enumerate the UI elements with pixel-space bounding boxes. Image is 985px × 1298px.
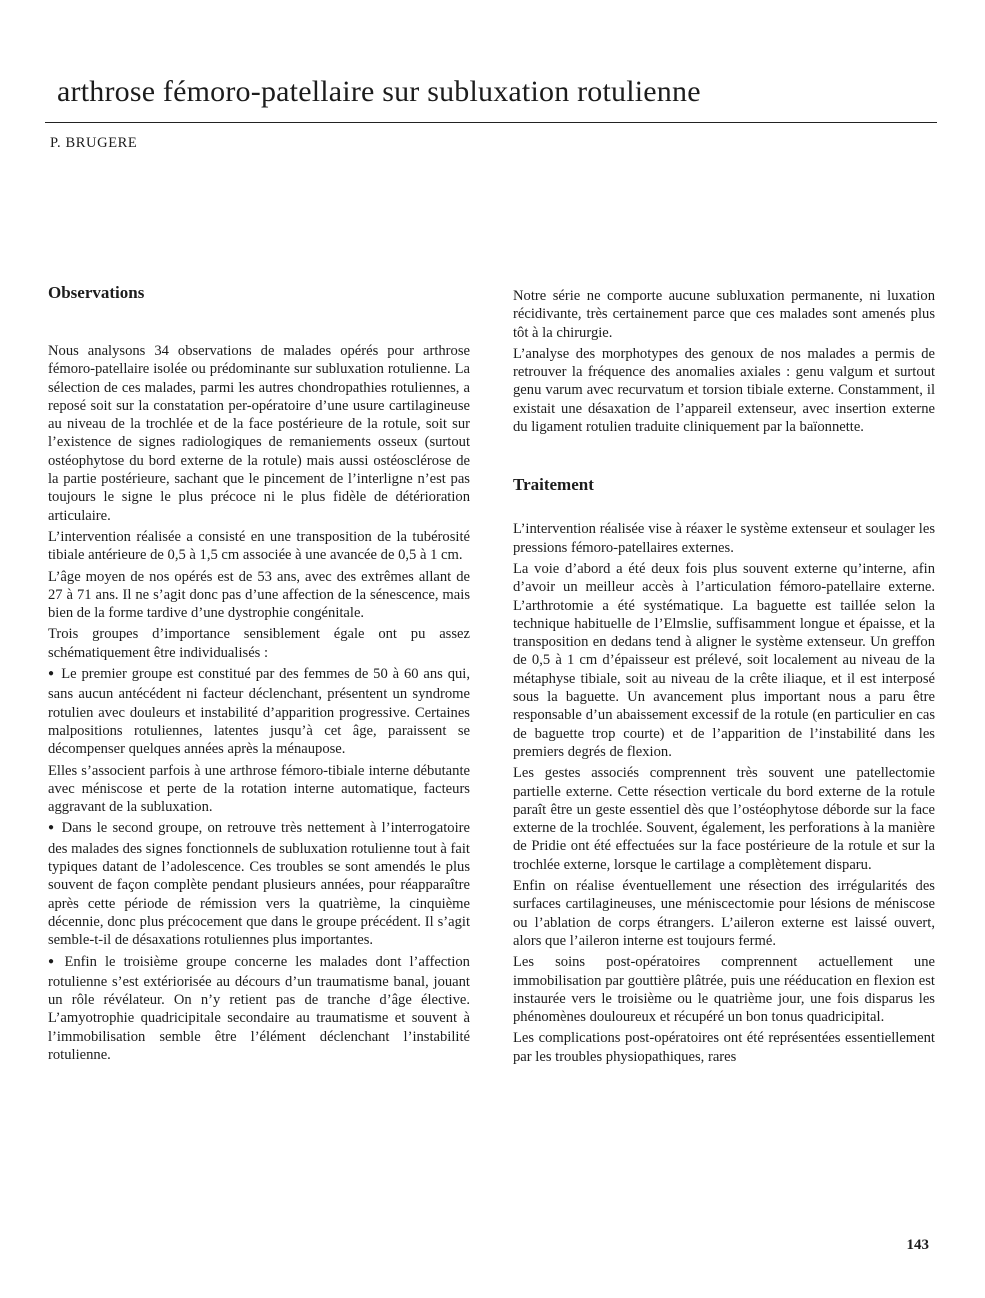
paragraph: Les soins post-opératoires comprennent actuellement une immobilisation par gouttière plâtrée, puis une rééducation en flexion est instaurée vers le troisième ou le quatrième jour, une fois disparus les phénomènes douloureux et récupéré un bon tonus quadricipital. [513,954,935,1026]
paragraph: L’âge moyen de nos opérés est de 53 ans, avec des extrêmes allant de 27 à 71 ans. Il ne s’agit donc pas d’une affection de la sénescence, mais bien de la forme tardive d’une dystrophie congénitale. [48,568,470,622]
paragraph: Trois groupes d’importance sensiblement égale ont pu assez schématiquement être individualisés : [48,626,470,661]
paragraph: L’intervention réalisée a consisté en une transposition de la tubérosité tibiale antérieure de 0,5 à 1,5 cm associée à une avancée de 0,5 à 1 cm. [48,528,470,564]
paragraph: Elles s’associent parfois à une arthrose fémoro-tibiale interne débutante avec méniscose et perte de la rotation interne automatique, facteurs aggravant de la subluxation. [48,762,470,816]
paragraph: Nous analysons 34 observations de malades opérés pour arthrose fémoro-patellaire isolée ou prédominante sur subluxation rotulienne. La sélection de ces malades, parmi les autres chondropathies rotuliennes, a reposé soit sur la constatation per-opératoire d’une usure cartilagineuse au niveau de la trochlée et de la face postérieure de la rotule, soit sur l’existence de signes radiologiques de remaniements osseux (surtout ostéophytose du bord externe de la rotule) mais aussi ostéosclérose de la partie postérieure, sachant que le pincement de l’interligne n’est pas toujours le signe le plus précoce ni le plus fidèle de détérioration articulaire. [48,343,470,524]
paragraph: La voie d’abord a été deux fois plus souvent externe qu’interne, afin d’avoir un meilleur accès à l’articulation fémoro-patellaire externe. L’arthrotomie a été systématique. La baguette est taillée selon la technique habituelle de l’Elmslie, suffisamment longue et épaisse, et la transposition en dedans tend à aligner le système extenseur. Un greffon de 0,5 à 1 cm d’épaisseur est prélevé, soit localement au niveau de la métaphyse tibiale, soit au niveau de la crête iliaque, et il est interposé sous la baguette. Un avancement plus important nous a paru être responsable d’un abaissement excessif de la rotule (en particulier en cas de baguette trop courte) et de l’apparition de l’instabilité dans les premiers degrés de flexion. [513,560,935,760]
bullet-paragraph: ● Enfin le troisième groupe concerne les malades dont l’affection rotulienne s’est extériorisée au décours d’un traumatisme banal, jouant un rôle révélateur. On n’y retient pas de tranche d’âge élective. L’amyotrophie quadricipitale secondaire au traumatisme et souvent à l’immobilisation semble être l’élément déclenchant l’instabilité rotulienne. [48,953,470,1065]
section-heading-observations: Observations [48,283,145,302]
paragraph: Les complications post-opératoires ont été représentées essentiellement par les troubles physiopathiques, rares [513,1030,935,1065]
paragraph: L’intervention réalisée vise à réaxer le système extenseur et soulager les pressions fémoro-patellaires externes. [513,521,935,556]
heading-spacer [48,304,470,342]
section-heading-traitement: Traitement [513,475,594,495]
author-name: P. BRUGERE [50,135,138,151]
page-number: 143 [906,1237,929,1253]
bullet-paragraph: ● Le premier groupe est constitué par des femmes de 50 à 60 ans qui, sans aucun antécédent ni facteur déclenchant, présentent un syndrome rotulien avec douleurs et instabilité d’apparition progressive. Certaines malpositions rotuliennes, latentes jusqu’à cet âge, paraissent se décompenser quelques années après la ménaupose. [48,665,470,758]
paragraph: Les gestes associés comprennent très souvent une patellectomie partielle externe. Cette résection verticale du bord externe de la rotule paraît être un geste essentiel dès que l’ostéophytose déborde sur la face externe de la trochlée. Souvent, également, les perforations à la manière de Pridie ont été effectuées sur la face postérieure de la rotule et sur la trochlée externe, lorsque le cartilage a complètement disparu. [513,765,935,873]
article-title: arthrose fémoro-patellaire sur subluxation rotulienne [57,75,701,108]
right-column [513,287,935,1066]
paragraph: Notre série ne comporte aucune subluxation permanente, ni luxation récidivante, très certainement parce que ces malades sont amenés plus tôt à la chirurgie. [513,288,935,341]
heading-spacer [513,496,935,520]
title-rule [45,122,937,123]
paragraph: L’analyse des morphotypes des genoux de nos malades a permis de retrouver la fréquence des anomalies axiales : genu valgum et surtout genu varum avec recurvatum et torsion tibiale externe. Constamment, il existait une désaxation de l’appareil extenseur, avec insertion externe du ligament rotulien traduite cliniquement par la baïonnette. [513,345,935,436]
paragraph: Enfin on réalise éventuellement une résection des irrégularités des surfaces cartilagineuses, une méniscectomie pour lésions de méniscose ou l’ablation de corps étrangers. L’aileron externe est laissé ouvert, alors que l’aileron interne est toujours fermé. [513,878,935,949]
bullet-paragraph: ● Dans le second groupe, on retrouve très nettement à l’interrogatoire des malades des signes fonctionnels de subluxation rotulienne tout à fait typiques datant de l’adolescence. Ces troubles se sont amendés le plus souvent de façon complète pendant plusieurs années, pour réapparaître après cette période de rémission vers la quatrième, la cinquième décennie, donc plus précocement que dans le groupe précédent. Il s’agit semble-t-il de désaxations rotuliennes plus importantes. [48,819,470,949]
left-column [48,282,470,1064]
